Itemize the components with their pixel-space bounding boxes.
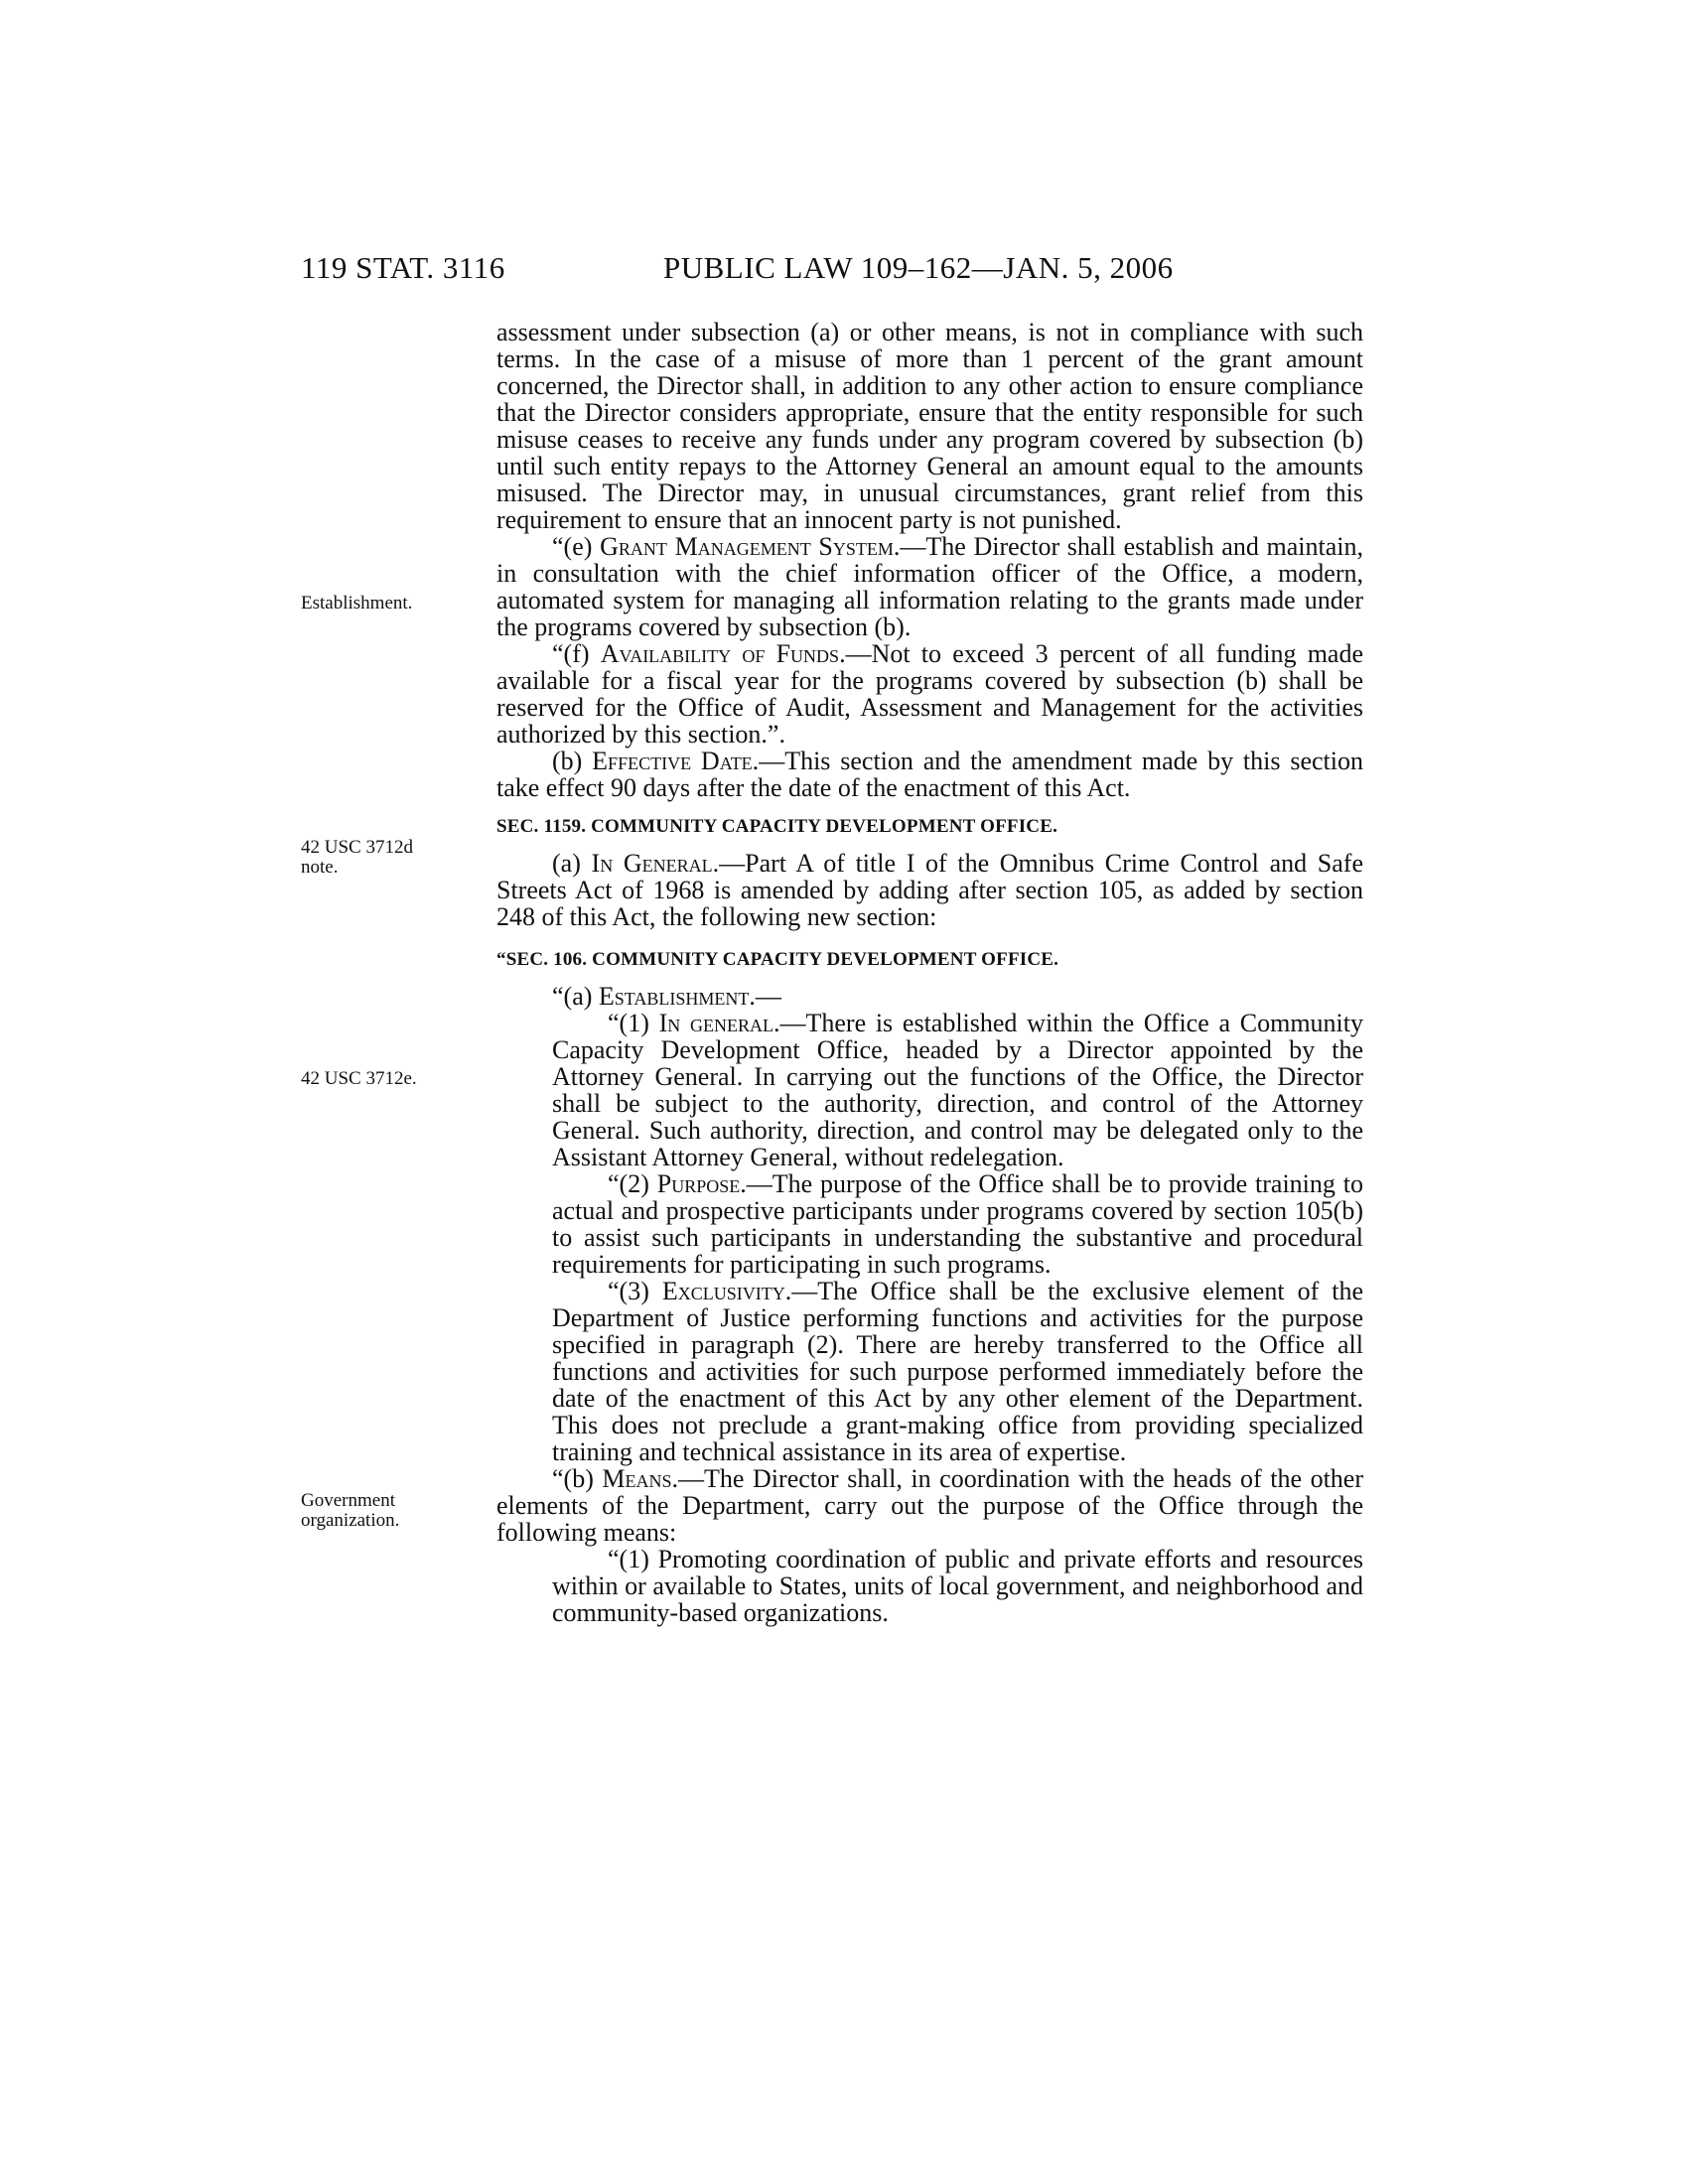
- paragraph-1: [496, 1010, 1363, 1170]
- effective-date-heading: Effective Date.: [592, 747, 760, 775]
- statute-body: [496, 319, 1363, 1626]
- in-general-heading: In General.: [591, 849, 720, 878]
- paragraph-2-heading: Purpose.: [656, 1169, 747, 1198]
- paragraph-2-text: —The purpose of the Office shall be to provide training to actual and prospective participants under programs covered by section 105(b) to assist such participants in understanding the substantive and procedural requirements for participating in such programs.: [552, 1169, 1363, 1279]
- effective-date-text: —This section and the amendment made by this section take effect 90 days after the date of the enactment of this Act.: [496, 747, 1363, 802]
- paragraph-3: [496, 1278, 1363, 1465]
- margin-note-usc-3712d: [301, 838, 470, 878]
- in-general: [496, 850, 1363, 930]
- margin-note-line: 42 USC 3712d: [301, 837, 413, 858]
- stat-page-number: 119 STAT. 3116: [301, 250, 505, 285]
- subsection-f-text: —Not to exceed 3 percent of all funding made available for a fiscal year for the programs covered by subsection (b) shall be reserved for the Office of Audit, Assessment and Management for the activities authorized by this section.”.: [496, 639, 1364, 749]
- in-general-lead: (a): [552, 849, 592, 878]
- margin-note-line: note.: [301, 857, 339, 878]
- paragraph-1-lead: “(1): [608, 1009, 659, 1037]
- establishment-lead: “(a): [552, 982, 599, 1011]
- means-text: —The Director shall, in coordination with the heads of the other elements of the Department, carry out the purpose of the Office through the following means:: [496, 1464, 1363, 1547]
- margin-note-usc-3712e: 42 USC 3712e.: [301, 1068, 417, 1089]
- running-head: PUBLIC LAW 109–162—JAN. 5, 2006: [663, 250, 1174, 285]
- paragraph-1-heading: In general.: [658, 1009, 780, 1037]
- establishment-heading-text: Establishment.: [598, 982, 756, 1011]
- paragraph-3-text: —The Office shall be the exclusive element of the Department of Justice performing functions and activities for the purpose specified in paragraph (2). There are hereby transferred to the Office all functions and activities for such purpose performed immediately before the date of the enactment of this Act by any other element of the Department. This does not preclude a grant-making office from providing specialized training and technical assistance in its area of expertise.: [552, 1277, 1364, 1466]
- paragraph-2: [496, 1170, 1363, 1278]
- margin-note-line: Government: [301, 1490, 395, 1511]
- subsection-f: [496, 640, 1363, 748]
- means-item-1: “(1) Promoting coordination of public and private efforts and resources within or available to States, units of local government, and neighborhood and community-based organizations.: [552, 1545, 1363, 1627]
- means-heading: Means.: [602, 1464, 679, 1493]
- subsection-e: [496, 533, 1363, 640]
- subsection-f-heading: Availability of Funds.: [600, 639, 846, 668]
- subsection-e-lead: “(e): [552, 532, 601, 561]
- establishment-heading: [496, 983, 1363, 1010]
- section-1159-heading: SEC. 1159. COMMUNITY CAPACITY DEVELOPMENT OFFICE.: [496, 816, 1058, 837]
- paragraph-2-lead: “(2): [608, 1169, 657, 1198]
- subsection-e-heading: Grant Management System.: [600, 532, 901, 561]
- effective-date-lead: (b): [552, 747, 593, 775]
- establishment-dash: —: [755, 982, 781, 1011]
- means: [496, 1465, 1363, 1546]
- effective-date: [496, 748, 1363, 801]
- paragraph-3-heading: Exclusivity.: [661, 1277, 792, 1305]
- paragraph-continuation: assessment under subsection (a) or other means, is not in compliance with such terms. In the case of a misuse of more than 1 percent of the grant amount concerned, the Director shall, in addition to any other action to ensure compliance that the Director considers appropriate, ensure that the entity responsible for such misuse ceases to receive any funds under any program covered by subsection (b) until such entity repays to the Attorney General an amount equal to the amounts misused. The Director may, in unusual circumstances, grant relief from this requirement to ensure that an innocent party is not punished.: [496, 318, 1363, 534]
- subsection-f-lead: “(f): [552, 639, 601, 668]
- paragraph-1-text: —There is established within the Office a Community Capacity Development Office, headed by a Director appointed by the Attorney General. In carrying out the functions of the Office, the Director shall be subject to the authority, direction, and control of the Attorney General. Such authority, direction, and control may be delegated only to the Assistant Attorney General, without redelegation.: [552, 1009, 1364, 1171]
- margin-note-establishment: Establishment.: [301, 593, 413, 614]
- paragraph-3-lead: “(3): [608, 1277, 662, 1305]
- in-general-text: —Part A of title I of the Omnibus Crime Control and Safe Streets Act of 1968 is amended by adding after section 105, as added by section 248 of this Act, the following new section:: [496, 849, 1363, 931]
- subsection-e-text: —The Director shall establish and maintain, in consultation with the chief information officer of the Office, a modern, automated system for managing all information relating to the grants made under the programs covered by subsection (b).: [496, 532, 1364, 641]
- margin-note-government-organization: [301, 1491, 470, 1531]
- section-106-heading: “SEC. 106. COMMUNITY CAPACITY DEVELOPMENT OFFICE.: [496, 949, 1059, 970]
- margin-note-line: organization.: [301, 1510, 400, 1531]
- means-lead: “(b): [552, 1464, 603, 1493]
